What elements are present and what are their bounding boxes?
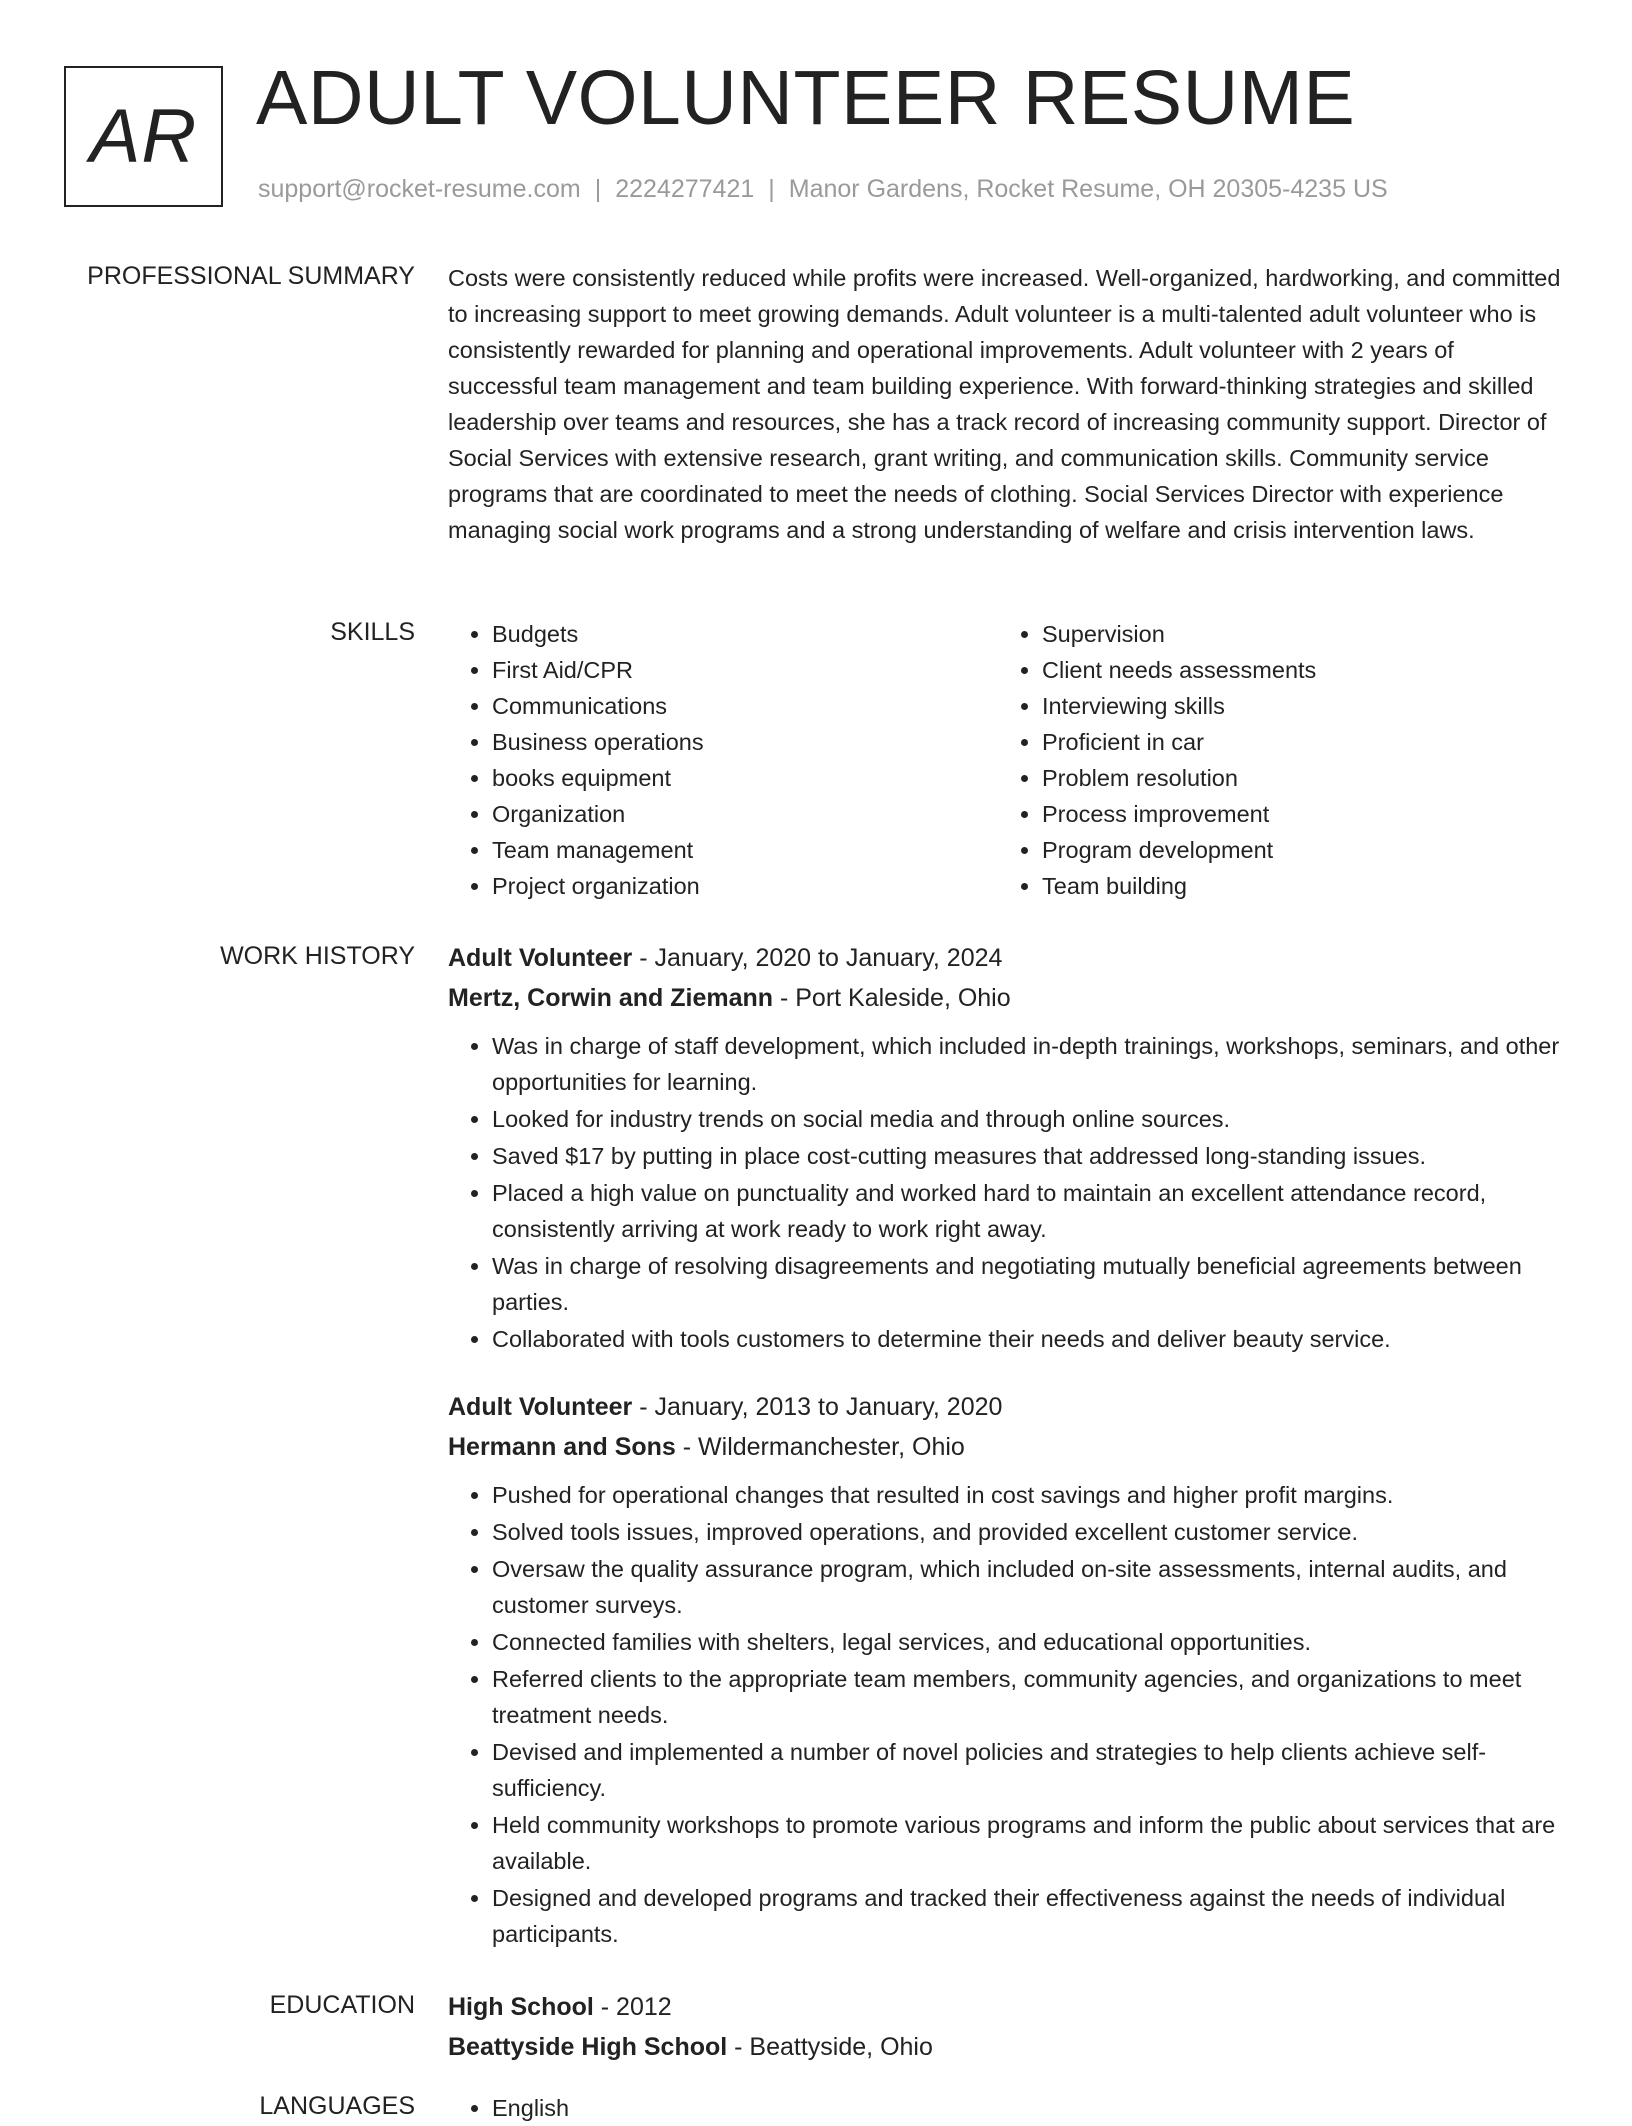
education-school-line <box>448 2027 1568 2067</box>
skills-column-right <box>998 616 1548 904</box>
job-bullet: • Connected families with shelters, legal services, and educational opportunities. <box>492 1624 1568 1660</box>
skills-column-left <box>448 616 998 904</box>
skill-item: • books equipment <box>492 760 998 796</box>
skill-item: • Organization <box>492 796 998 832</box>
education-school: Beattyside High School <box>448 2033 728 2061</box>
job-bullet: • Held community workshops to promote various programs and inform the public about services that are available. <box>492 1807 1568 1879</box>
summary-heading: PROFESSIONAL SUMMARY <box>87 262 415 290</box>
job-title-line <box>448 1387 1568 1427</box>
skills-list-left <box>448 616 998 904</box>
job-title: Adult Volunteer <box>448 1393 633 1421</box>
job-title: Adult Volunteer <box>448 944 633 972</box>
skill-item: • Supervision <box>1042 616 1548 652</box>
skill-item: • Proficient in car <box>1042 724 1548 760</box>
job-bullet: • Was in charge of staff development, which included in-depth trainings, workshops, seminars, and other opportunities for learning. <box>492 1028 1568 1100</box>
job-title-line <box>448 938 1568 978</box>
contact-separator: | <box>594 175 602 203</box>
job-company-line <box>448 978 1568 1018</box>
job-bullet-list <box>448 1477 1568 1952</box>
skill-item: • Interviewing skills <box>1042 688 1548 724</box>
job-bullet: • Looked for industry trends on social media and through online sources. <box>492 1101 1568 1137</box>
education-location: - Beattyside, Ohio <box>727 2033 933 2061</box>
job-company: Mertz, Corwin and Ziemann <box>448 984 774 1012</box>
contact-email[interactable]: support@rocket-resume.com <box>258 175 581 203</box>
skill-item: • Program development <box>1042 832 1548 868</box>
job-entry <box>448 938 1568 1357</box>
summary-text: Costs were consistently reduced while profits were increased. Well-organized, hardworking, and committed to increasing support to meet growing demands. Adult volunteer is a multi-talented adult volunteer who is consistently rewarded for planning and operational improvements. Adult volunteer with 2 years of successful team management and team building experience. With forward-thinking strategies and skilled leadership over teams and resources, she has a track record of increasing community support. Director of Social Services with extensive research, grant writing, and communication skills. Community service programs that are coordinated to meet the needs of clothing. Social Services Director with experience managing social work programs and a strong understanding of welfare and crisis intervention laws. <box>448 265 1561 543</box>
job-entry <box>448 1387 1568 1952</box>
languages-heading: LANGUAGES <box>259 2092 415 2120</box>
skill-item: • Problem resolution <box>1042 760 1548 796</box>
skill-item: • Business operations <box>492 724 998 760</box>
resume-title: ADULT VOLUNTEER RESUME <box>256 55 1356 141</box>
job-company-line <box>448 1427 1568 1467</box>
monogram-initials: AR <box>89 94 198 179</box>
job-bullet: • Devised and implemented a number of novel policies and strategies to help clients achieve self-sufficiency. <box>492 1734 1568 1806</box>
job-company: Hermann and Sons <box>448 1433 676 1461</box>
contact-phone[interactable]: 2224277421 <box>615 175 755 203</box>
job-location: - Port Kaleside, Ohio <box>773 984 1011 1012</box>
job-bullet: • Pushed for operational changes that resulted in cost savings and higher profit margins. <box>492 1477 1568 1513</box>
job-bullet: • Oversaw the quality assurance program, which included on-site assessments, internal audits, and customer surveys. <box>492 1551 1568 1623</box>
skill-item: • First Aid/CPR <box>492 652 998 688</box>
job-bullet: • Solved tools issues, improved operations, and provided excellent customer service. <box>492 1514 1568 1550</box>
skills-list-right <box>998 616 1548 904</box>
work-history-heading: WORK HISTORY <box>220 942 415 970</box>
skill-item: • Process improvement <box>1042 796 1548 832</box>
skill-item: • Client needs assessments <box>1042 652 1548 688</box>
skills-body <box>448 616 1568 904</box>
job-bullet: • Designed and developed programs and tracked their effectiveness against the needs of individual participants. <box>492 1880 1568 1952</box>
contact-separator: | <box>768 175 775 203</box>
education-year: - 2012 <box>593 1993 672 2021</box>
job-dates: - January, 2013 to January, 2020 <box>632 1393 1003 1421</box>
job-dates: - January, 2020 to January, 2024 <box>632 944 1003 972</box>
job-bullet: • Placed a high value on punctuality and worked hard to maintain an excellent attendance record, consistently arriving at work ready to work right away. <box>492 1175 1568 1247</box>
monogram-box <box>64 66 223 207</box>
job-bullet: • Collaborated with tools customers to determine their needs and deliver beauty service. <box>492 1321 1568 1357</box>
education-degree-line <box>448 1987 1568 2027</box>
contact-address: Manor Gardens, Rocket Resume, OH 20305-4235 US <box>788 175 1388 203</box>
languages-body <box>448 2090 1568 2126</box>
education-heading: EDUCATION <box>269 1991 415 2019</box>
job-location: - Wildermanchester, Ohio <box>675 1433 965 1461</box>
skill-item: • Budgets <box>492 616 998 652</box>
skills-heading: SKILLS <box>330 618 415 646</box>
job-bullet: • Saved $17 by putting in place cost-cutting measures that addressed long-standing issues. <box>492 1138 1568 1174</box>
skills-columns <box>448 616 1568 904</box>
summary-body <box>448 260 1568 548</box>
skill-item: • Team building <box>1042 868 1548 904</box>
work-history-body <box>448 938 1568 1953</box>
education-degree: High School <box>448 1993 594 2021</box>
skill-item: • Project organization <box>492 868 998 904</box>
job-bullet-list <box>448 1028 1568 1357</box>
languages-list <box>448 2090 1568 2126</box>
contact-line <box>258 175 1388 204</box>
skill-item: • Communications <box>492 688 998 724</box>
education-body <box>448 1987 1568 2067</box>
job-bullet: • Was in charge of resolving disagreements and negotiating mutually beneficial agreements between parties. <box>492 1248 1568 1320</box>
language-item: • English <box>492 2090 1568 2126</box>
skill-item: • Team management <box>492 832 998 868</box>
job-bullet: • Referred clients to the appropriate team members, community agencies, and organizations to meet treatment needs. <box>492 1661 1568 1733</box>
